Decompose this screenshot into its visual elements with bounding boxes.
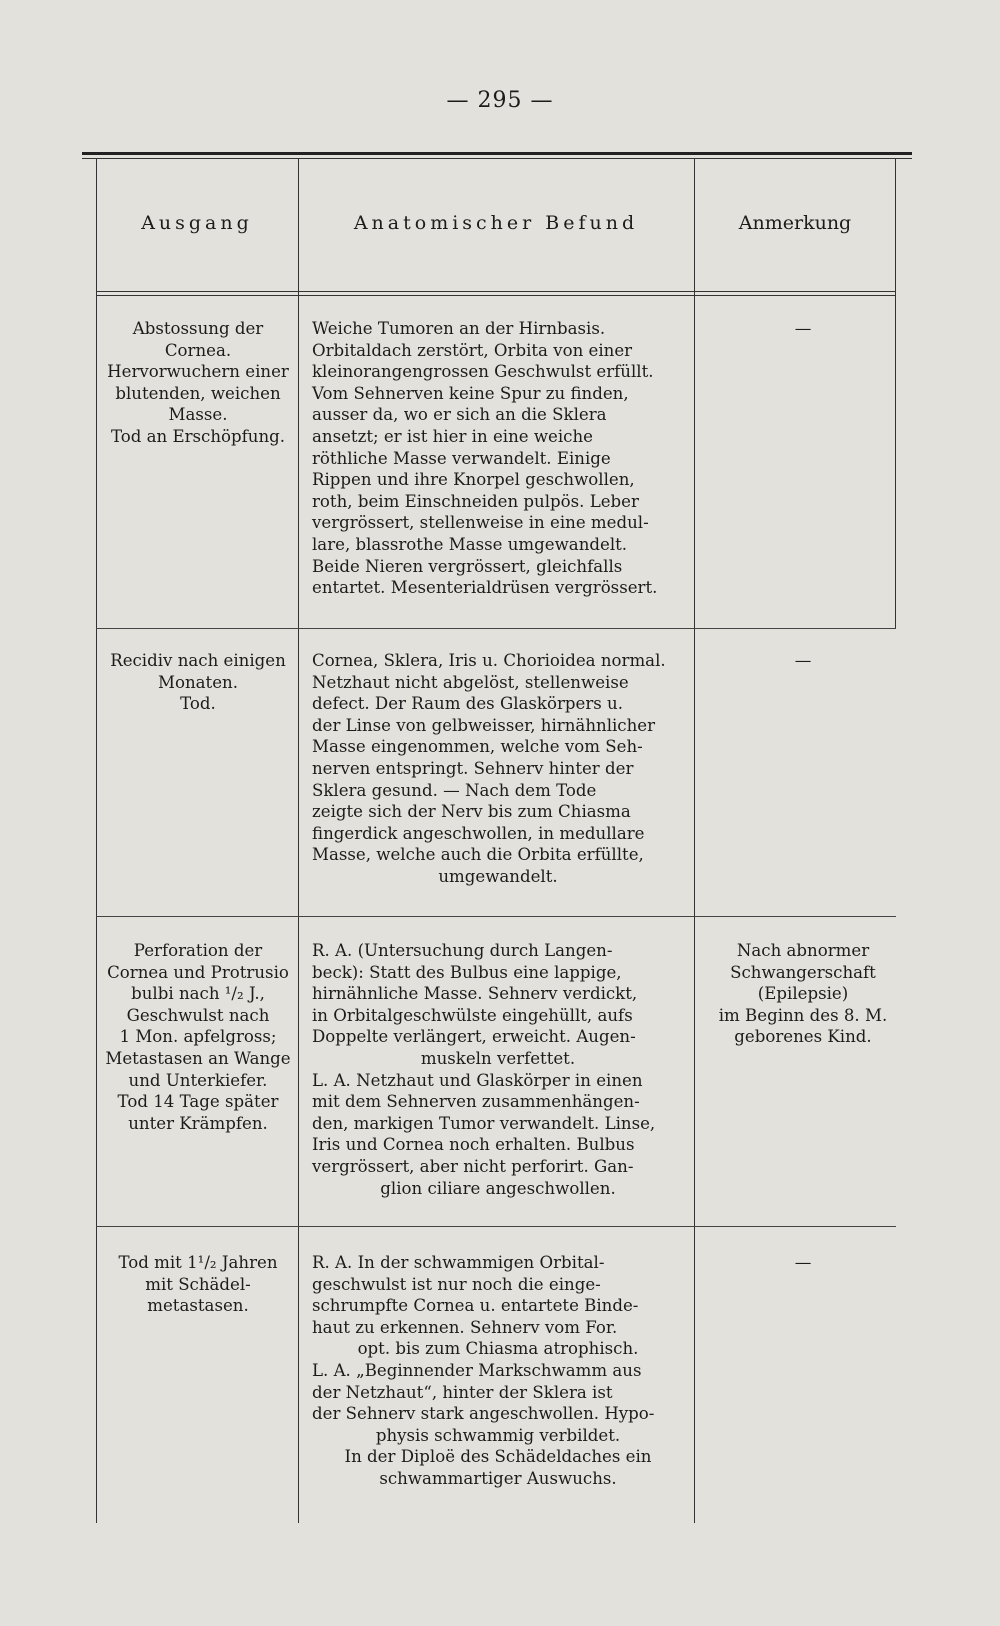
- row2-anmerkung: —: [794, 651, 812, 670]
- row1-anmerkung: —: [794, 319, 812, 338]
- row1-ausgang: Abstossung der Cornea. Hervorwuchern einer blutenden, weichen Masse. Tod an Erschöpfung.: [107, 319, 289, 446]
- page-number: — 295 —: [446, 88, 554, 113]
- column-line-left: [96, 158, 97, 1523]
- header-ausgang: Ausgang: [141, 212, 253, 234]
- row-separator-2: [96, 916, 896, 917]
- top-rule: [82, 152, 912, 155]
- row3-befund: R. A. (Untersuchung durch Langen- beck): Statt des Bulbus eine lappige, hirnähnliche Masse. Sehnerv verdickt, in Orbitalgeschwülste eingehüllt, aufs Doppelte verlängert, erweicht. Augen- muskeln verfettet. L. A. Netzhaut und Glaskörper in einen mit dem Sehnerven zusammenhängen- den, markigen Tumor verwandelt. Linse, Iris und Cornea noch erhalten. Bulbus vergrössert, aber nicht perforirt. Gan- glion ciliare angeschwollen.: [312, 941, 656, 1198]
- row3-anmerkung: Nach abnormer Schwangerschaft (Epilepsie) im Beginn des 8. M. geborenes Kind.: [718, 941, 888, 1047]
- row-separator-3: [96, 1226, 896, 1227]
- row2-befund: Cornea, Sklera, Iris u. Chorioidea normal. Netzhaut nicht abgelöst, stellenweise defect. Der Raum des Glaskörpers u. der Linse von gelbweisser, hirnähnlicher Masse eingenommen, welche vom Seh- nerven entspringt. Sehnerv hinter der Sklera gesund. — Nach dem Tode zeigte sich der Nerv bis zum Chiasma fingerdick angeschwollen, in medullare Masse, welche auch die Orbita erfüllte, umgewandelt.: [312, 651, 666, 886]
- row4-befund: R. A. In der schwammigen Orbital- geschwulst ist nur noch die einge- schrumpfte Cornea u. entartete Binde- haut zu erkennen. Sehnerv vom For. opt. bis zum Chiasma atrophisch. L. A. „Beginnender Markschwamm aus der Netzhaut“, hinter der Sklera ist der Sehnerv stark angeschwollen. Hypo- physis schwammig verbildet. In der Diploë des Schädeldaches ein schwammartiger Auswuchs.: [312, 1253, 655, 1488]
- row3-ausgang: Perforation der Cornea und Protrusio bulbi nach ¹/₂ J., Geschwulst nach 1 Mon. apfelgross; Metastasen an Wange und Unterkiefer. Tod 14 Tage später unter Krämpfen.: [105, 941, 291, 1133]
- header-anmerkung: Anmerkung: [738, 212, 852, 234]
- header-befund: Anatomischer Befund: [353, 212, 639, 234]
- top-rule-thin: [82, 158, 912, 159]
- row4-anmerkung: —: [794, 1253, 812, 1272]
- column-line-2: [694, 158, 695, 1523]
- row4-ausgang: Tod mit 1¹/₂ Jahren mit Schädel- metastasen.: [118, 1253, 278, 1316]
- column-line-1: [298, 158, 299, 1523]
- row1-befund: Weiche Tumoren an der Hirnbasis. Orbitaldach zerstört, Orbita von einer kleinorangengrossen Geschwulst erfüllt. Vom Sehnerven keine Spur zu finden, ausser da, wo er sich an die Sklera ansetzt; er ist hier in eine weiche röthliche Masse verwandelt. Einige Rippen und ihre Knorpel geschwollen, roth, beim Einschneiden pulpös. Leber vergrössert, stellenweise in eine medul- lare, blassrothe Masse umgewandelt. Beide Nieren vergrössert, gleichfalls entartet. Mesenterialdrüsen vergrössert.: [312, 319, 658, 598]
- row2-ausgang: Recidiv nach einigen Monaten. Tod.: [110, 651, 286, 714]
- row-separator-1: [96, 628, 896, 629]
- header-rule-thin: [96, 295, 896, 296]
- header-rule: [96, 291, 896, 292]
